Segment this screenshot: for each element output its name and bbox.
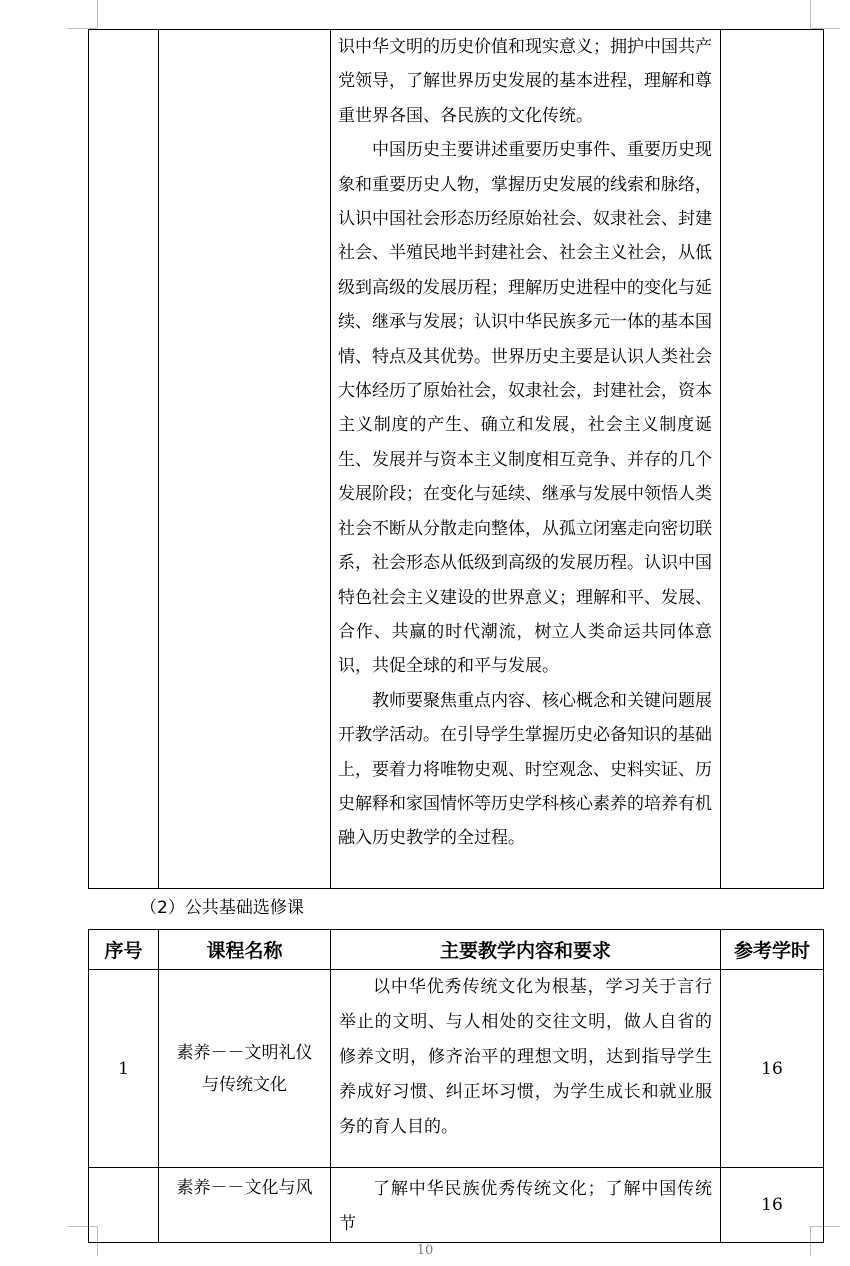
table-row (89, 970, 824, 1168)
row-content: 以中华优秀传统文化为根基，学习关于言行举止的文明、与人相处的交往文明，做人自省的修养文明，修齐治平的理想文明，达到指导学生养成好习惯、纠正坏习惯，为学生成长和就业服务的育人目的。 (331, 970, 721, 1168)
course-name-line: 素养－－文化与风 (176, 1178, 313, 1198)
row-content: 了解中华民族优秀传统文化；了解中国传统节 (331, 1168, 721, 1243)
course-name-line: 与传统文化 (202, 1074, 287, 1095)
row-seq (89, 1168, 159, 1243)
course-name-cell (159, 30, 331, 889)
row-seq: 1 (89, 970, 159, 1168)
header-content: 主要教学内容和要求 (331, 930, 721, 970)
content-paragraph: 中国历史主要讲述重要历史事件、重要历史现象和重要历史人物，掌握历史发展的线索和脉络，认识中国社会形态历经原始社会、奴隶社会、封建社会、半殖民地半封建社会、社会主义社会，从低级到高级的发展历程；理解历史进程中的变化与延续、继承与发展；认识中华民族多元一体的基本国情、特点及其优势。世界历史主要是认识人类社会大体经历了原始社会，奴隶社会，封建社会，资本主义制度的产生、确立和发展，社会主义制度诞生、发展并与资本主义制度相互竞争、并存的几个发展阶段；在变化与延续、继承与发展中领悟人类社会不断从分散走向整体，从孤立闭塞走向密切联系，社会形态从低级到高级的发展历程。认识中国特色社会主义建设的世界意义；理解和平、发展、合作、共赢的时代潮流，树立人类命运共同体意识，共促全球的和平与发展。 (338, 140, 712, 677)
row-hours: 16 (721, 970, 824, 1168)
seq-cell (89, 30, 159, 889)
row-hours: 16 (721, 1168, 824, 1243)
row-course-name (159, 1168, 331, 1243)
content-paragraph: 识中华文明的历史价值和现实意义；拥护中国共产党领导，了解世界历史发展的基本进程，理解和尊重世界各国、各民族的文化传统。 (338, 37, 712, 126)
course-name-line: 素养－－文明礼仪 (176, 1042, 313, 1063)
row-course-name (159, 970, 331, 1168)
hours-cell (721, 30, 824, 889)
required-courses-table-continuation (88, 29, 824, 889)
section-title: （2）公共基础选修课 (140, 898, 304, 918)
header-seq: 序号 (89, 930, 159, 970)
header-hours: 参考学时 (721, 930, 824, 970)
page-number: 10 (416, 1243, 434, 1258)
crop-mark-top-right (810, 0, 811, 28)
header-course-name: 课程名称 (159, 930, 331, 970)
content-cell (331, 30, 721, 889)
elective-courses-table (88, 929, 824, 1243)
content-paragraph: 教师要聚焦重点内容、核心概念和关键问题展开教学活动。在引导学生掌握历史必备知识的基础上，要着力将唯物史观、时空观念、史料实证、历史解释和家国情怀等历史学科核心素养的培养有机融入历史教学的全过程。 (338, 690, 712, 849)
table-row (89, 1168, 824, 1243)
crop-mark-top-left (97, 0, 98, 28)
